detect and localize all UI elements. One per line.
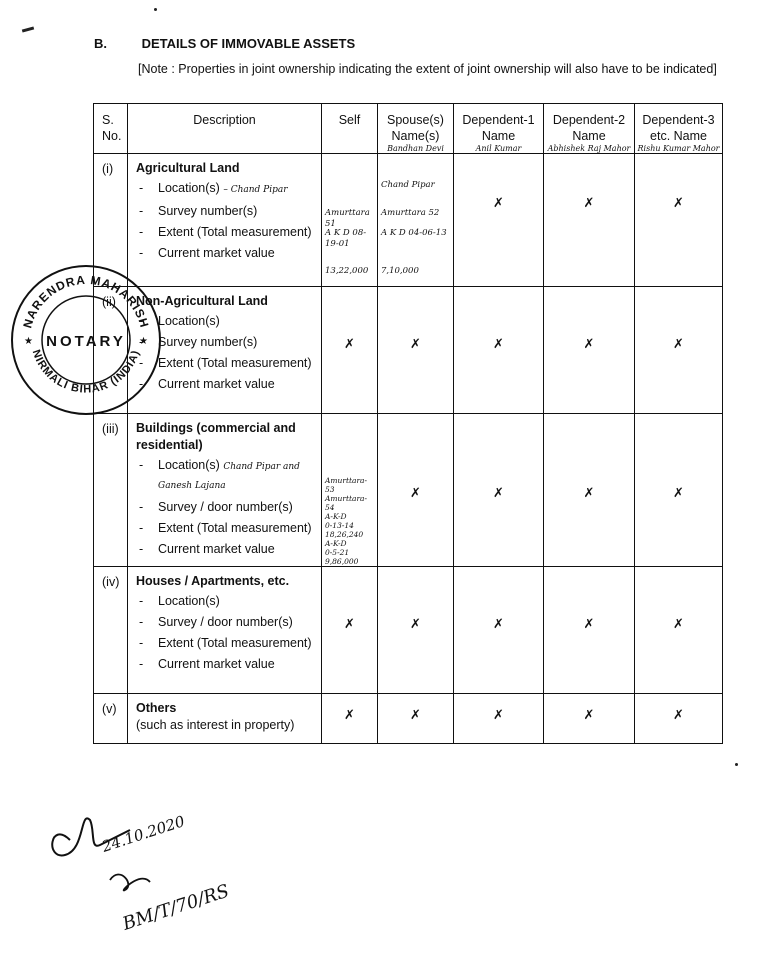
immovable-assets-table: [93, 103, 723, 744]
smudge-mark: [22, 26, 34, 32]
cross-mark: ✗: [493, 486, 504, 501]
stamp-top-text: NARENDRA MAHARISH: [20, 272, 152, 330]
cross-mark: ✗: [344, 708, 355, 723]
cross-mark: ✗: [493, 196, 504, 211]
table-row: [94, 694, 723, 744]
row-subtitle: (such as interest in property): [136, 718, 295, 732]
cross-mark: ✗: [673, 486, 684, 501]
header-dep2: [544, 104, 635, 154]
cross-mark: ✗: [493, 337, 504, 352]
smudge-dot: [154, 8, 157, 11]
spouse-cell: [378, 567, 454, 694]
header-dep1: [454, 104, 544, 154]
row-description: [128, 287, 322, 414]
header-description: Description: [128, 104, 322, 154]
spouse-cell: [378, 154, 454, 287]
dep2-cell: [544, 414, 635, 567]
header-row: [94, 104, 723, 154]
section-heading: [94, 36, 355, 51]
cross-mark: ✗: [410, 337, 421, 352]
cross-mark: ✗: [344, 337, 355, 352]
row-category: Buildings (commercial and residential): [136, 421, 296, 452]
list-item: - Extent (Total measurement): [136, 520, 317, 537]
self-buildings-entries: Amurttara-53 Amurttara-54 A-K-D 0-13-14 18,26,240 A-K-D 0-5-21 9,86,000: [325, 476, 368, 566]
list-item: - Location(s): [136, 593, 317, 610]
dep3-cell: [635, 567, 723, 694]
dep3-cell: [635, 694, 723, 744]
cross-mark: ✗: [344, 617, 355, 632]
self-cell: [322, 567, 378, 694]
row-description: [128, 414, 322, 567]
dep3-cell: [635, 287, 723, 414]
spouse-survey: Amurttara 52: [381, 208, 440, 218]
spouse-cell: [378, 287, 454, 414]
header-dep2-label: Dependent-2 Name: [552, 113, 626, 143]
dep3-cell: [635, 154, 723, 287]
cross-mark: ✗: [673, 196, 684, 211]
dep2-cell: [544, 567, 635, 694]
table-row: [94, 154, 723, 287]
row-category: Others: [136, 701, 177, 715]
spouse-name-handwritten: Bandhan Devi: [387, 144, 444, 153]
row-category: Houses / Apartments, etc.: [136, 574, 290, 588]
cross-mark: ✗: [673, 708, 684, 723]
self-value: 13,22,000: [325, 266, 369, 276]
self-survey: Amurttara 51: [325, 208, 370, 229]
spouse-cell: [378, 694, 454, 744]
dep1-cell: [454, 694, 544, 744]
list-item: - Current market value: [136, 656, 317, 673]
list-item: - Survey / door number(s): [136, 614, 317, 631]
list-item: - Extent (Total measurement): [136, 635, 317, 652]
star-icon: ★: [24, 336, 33, 347]
location-handwritten: Chand Pipar and Ganesh Lajana: [158, 462, 300, 491]
row-sno: (iii): [94, 414, 128, 567]
spouse-extent: A K D 04-06-13: [381, 228, 447, 238]
table-row: [94, 567, 723, 694]
self-cell: [322, 154, 378, 287]
dep2-cell: [544, 154, 635, 287]
table-row: [94, 287, 723, 414]
row-description: [128, 694, 322, 744]
header-dep3: [635, 104, 723, 154]
spouse-value: 7,10,000: [381, 266, 419, 276]
row-sno: (v): [94, 694, 128, 744]
header-spouse-label: Spouse(s) Name(s): [387, 113, 444, 143]
signature-initials: BM/T/70/RS: [120, 880, 232, 935]
cross-mark: ✗: [673, 337, 684, 352]
dep1-cell: [454, 287, 544, 414]
cross-mark: ✗: [583, 486, 595, 501]
section-title: DETAILS OF IMMOVABLE ASSETS: [141, 36, 356, 51]
self-cell: [322, 414, 378, 567]
cross-mark: ✗: [583, 337, 595, 352]
row-category: Agricultural Land: [136, 161, 240, 175]
header-dep1-label: Dependent-1 Name: [462, 113, 535, 143]
cross-mark: ✗: [493, 708, 504, 723]
row-category: Non-Agricultural Land: [136, 294, 268, 308]
dep2-cell: [544, 694, 635, 744]
list-item: - Current market value: [136, 245, 317, 262]
header-spouse: [378, 104, 454, 154]
stamp-bottom-text: NIRMALI BIHAR (INDIA): [29, 348, 143, 396]
dep3-name-handwritten: Rishu Kumar Mahor: [637, 144, 720, 153]
stamp-center-text: NOTARY: [46, 333, 126, 350]
dep1-cell: [454, 154, 544, 287]
list-item: - Extent (Total measurement): [136, 224, 317, 241]
signature: [40, 790, 290, 950]
joint-ownership-note: [Note : Properties in joint ownership indicating the extent of joint ownership will also have to be indicated]: [138, 62, 717, 76]
spouse-location: Chand Pipar: [381, 180, 435, 190]
list-item: - Extent (Total measurement): [136, 355, 317, 372]
smudge-dot: [735, 763, 738, 766]
cross-mark: ✗: [410, 617, 421, 632]
row-sno: (iv): [94, 567, 128, 694]
list-item: - Survey number(s): [136, 334, 317, 351]
header-sno: S. No.: [94, 104, 128, 154]
row-description: [128, 154, 322, 287]
row-description: [128, 567, 322, 694]
self-extent: A K D 08-19-01: [325, 228, 367, 249]
cross-mark: ✗: [493, 617, 504, 632]
section-label: B.: [94, 36, 107, 51]
signature-date: 24.10.2020: [99, 812, 187, 856]
list-item: - Survey number(s): [136, 203, 317, 220]
cross-mark: ✗: [583, 617, 595, 632]
location-handwritten: – Chand Pipar: [223, 185, 288, 195]
cross-mark: ✗: [583, 708, 595, 723]
dep1-name-handwritten: Anil Kumar: [475, 144, 522, 153]
dep1-cell: [454, 567, 544, 694]
spouse-cell: [378, 414, 454, 567]
star-icon: ★: [139, 336, 148, 347]
list-item: - Current market value: [136, 376, 317, 393]
cross-mark: ✗: [410, 486, 421, 501]
header-self: Self: [322, 104, 378, 154]
header-dep3-label: Dependent-3 etc. Name: [642, 113, 715, 143]
cross-mark: ✗: [583, 196, 595, 211]
dep1-cell: [454, 414, 544, 567]
row-sno: (i): [94, 154, 128, 287]
list-item: - Location(s) Chand Pipar and Ganesh Lajana: [136, 457, 317, 495]
signature-stroke: [110, 875, 150, 891]
list-item: - Survey / door number(s): [136, 499, 317, 516]
table-row: [94, 414, 723, 567]
self-cell: [322, 694, 378, 744]
list-item: - Location(s) – Chand Pipar: [136, 180, 317, 199]
row-sno: (ii): [94, 287, 128, 414]
list-item: - Current market value: [136, 541, 317, 558]
dep2-cell: [544, 287, 635, 414]
list-item: - Location(s): [136, 313, 317, 330]
dep2-name-handwritten: Abhishek Raj Mahor: [547, 144, 631, 153]
self-cell: [322, 287, 378, 414]
dep3-cell: [635, 414, 723, 567]
cross-mark: ✗: [673, 617, 684, 632]
cross-mark: ✗: [410, 708, 421, 723]
